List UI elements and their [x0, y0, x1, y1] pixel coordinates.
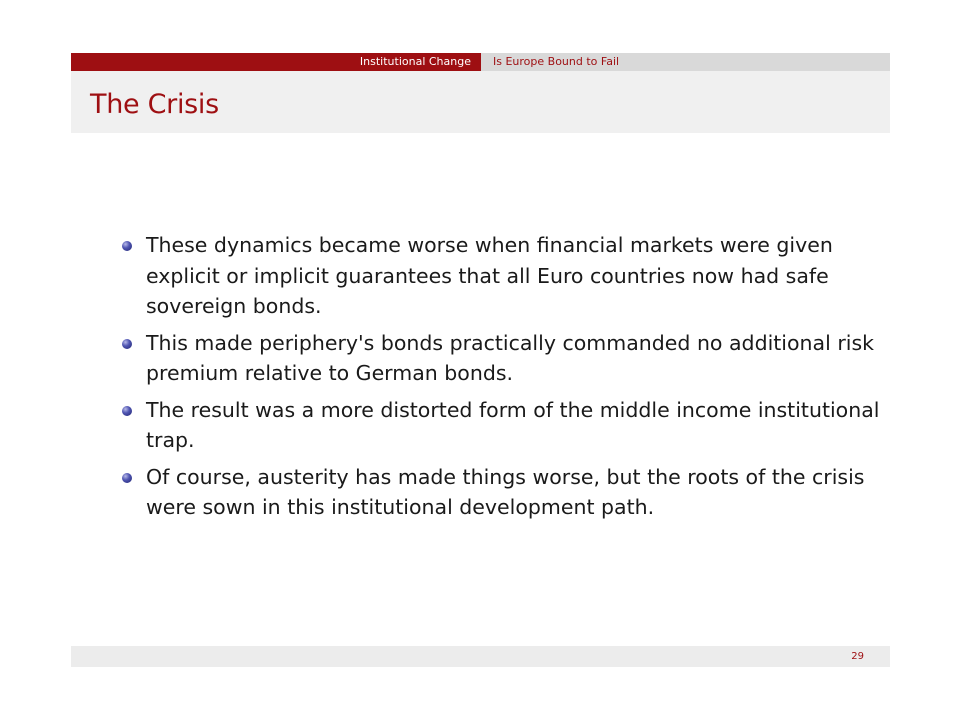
ball-bullet-icon: [122, 241, 132, 251]
page-number: 29: [851, 651, 864, 662]
list-item: [120, 395, 880, 456]
list-item-text: These dynamics became worse when financial markets were given explicit or implicit guarantees that all Euro countries now had safe sovereign bonds.: [146, 233, 833, 318]
section-label[interactable]: Institutional Change: [71, 53, 481, 71]
list-item-text: The result was a more distorted form of the middle income institutional trap.: [146, 397, 880, 452]
frame-title: The Crisis: [90, 89, 219, 120]
frame-title-bar: [71, 71, 890, 133]
list-item: [120, 462, 880, 523]
list-item: [120, 230, 880, 322]
footer-bar: [71, 646, 890, 667]
subsection-label[interactable]: Is Europe Bound to Fail: [481, 53, 890, 71]
ball-bullet-icon: [122, 406, 132, 416]
headline-bar: [71, 53, 890, 71]
list-item-text: Of course, austerity has made things worse, but the roots of the crisis were sown in this institutional development path.: [146, 464, 865, 519]
bullet-list: [120, 230, 880, 529]
list-item-text: This made periphery's bonds practically commanded no additional risk premium relative to German bonds.: [146, 330, 874, 385]
ball-bullet-icon: [122, 473, 132, 483]
list-item: [120, 328, 880, 389]
ball-bullet-icon: [122, 339, 132, 349]
